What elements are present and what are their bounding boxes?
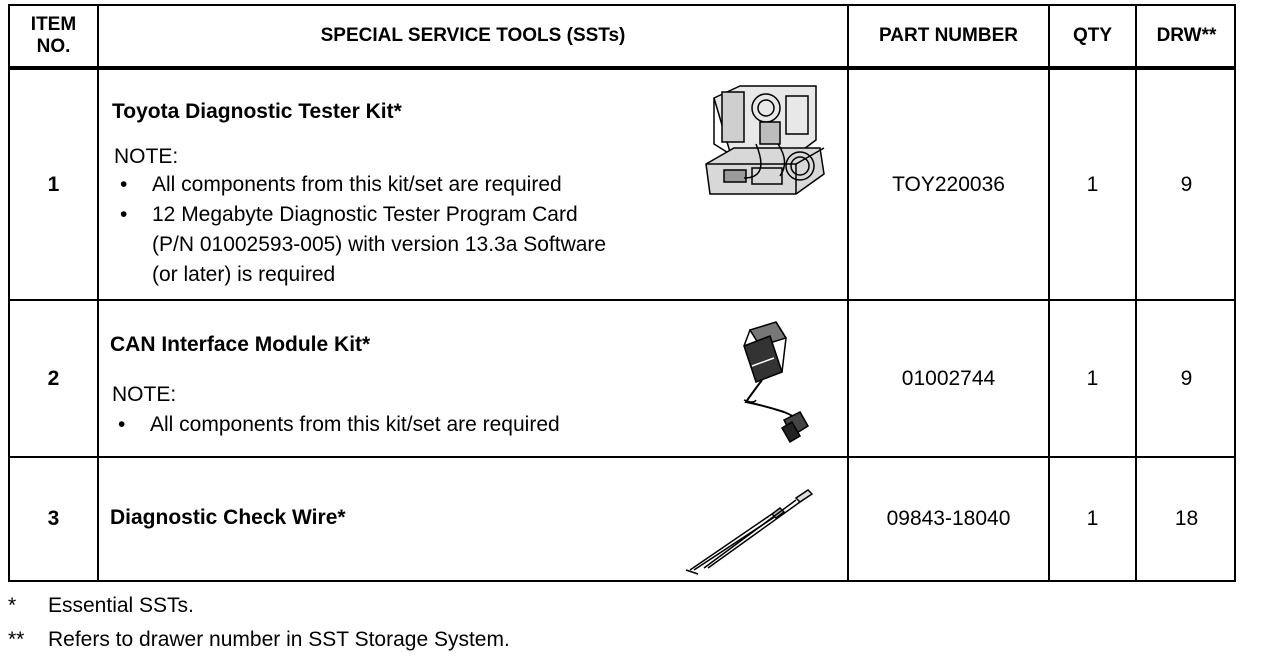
bullet-text: All components from this kit/set are required [150,413,560,436]
header-part-number: PART NUMBER [879,25,1018,46]
quantity: 1 [1086,172,1099,196]
column-divider [97,6,99,580]
footnote-text: Refers to drawer number in SST Storage System. [48,628,510,651]
can-interface-module-icon [726,316,816,448]
sst-table [8,4,1236,582]
diagnostic-tester-case-icon [700,78,830,200]
bullet-icon: • [120,173,128,196]
check-wire-icon [680,484,816,576]
drawer-number: 9 [1180,366,1193,390]
header-item-no-line2: NO. [36,36,71,57]
part-number: 01002744 [901,366,996,390]
bullet-icon: • [120,203,128,226]
tool-title: Diagnostic Check Wire* [110,506,346,529]
tool-title: CAN Interface Module Kit* [110,333,371,356]
item-number: 1 [47,172,60,196]
bullet-icon: • [118,413,126,436]
footnote-mark: * [8,594,17,617]
drawer-number: 9 [1180,172,1193,196]
tool-title: Toyota Diagnostic Tester Kit* [112,100,402,123]
footnote-mark: ** [8,628,25,651]
part-number: TOY220036 [892,172,1005,196]
header-drw: DRW** [1156,25,1217,46]
header-qty: QTY [1072,25,1113,46]
header-item-no-line1: ITEM [30,14,77,35]
item-number: 2 [47,366,60,390]
part-number: 09843-18040 [886,507,1011,530]
note-label: NOTE: [114,145,179,168]
header-tools: SPECIAL SERVICE TOOLS (SSTs) [320,25,626,46]
quantity: 1 [1086,366,1099,390]
note-label: NOTE: [112,383,177,406]
header-item-no [10,6,97,66]
footnote-text: Essential SSTs. [48,594,194,617]
item-number: 3 [47,507,60,530]
bullet-text: All components from this kit/set are required [152,173,562,196]
quantity: 1 [1086,507,1099,530]
bullet-text: 12 Megabyte Diagnostic Tester Program Card [152,203,578,226]
bullet-text: (P/N 01002593-005) with version 13.3a Software [152,233,607,256]
drawer-number: 18 [1174,507,1199,530]
bullet-text: (or later) is required [152,263,336,286]
